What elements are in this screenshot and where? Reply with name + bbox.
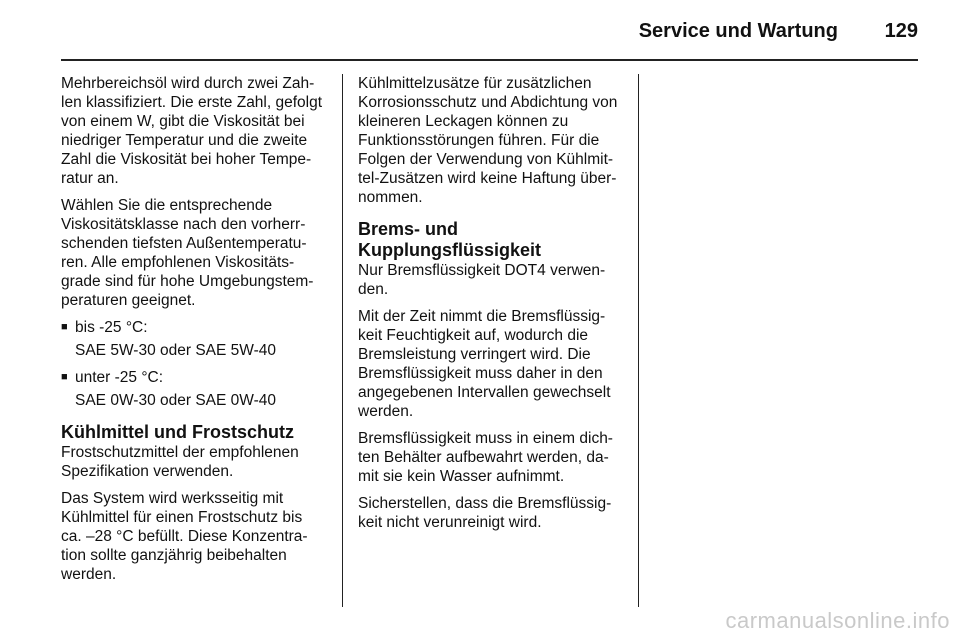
column-divider	[342, 74, 343, 607]
paragraph-antifreeze: Frostschutzmittel der empfohlenen Spezifikation verwenden.	[61, 444, 299, 480]
bullet-label: bis -25 °C:	[75, 319, 148, 336]
paragraph-factory-fill: Das System wird werksseitig mit Kühlmittel für einen Frostschutz bis ca. –28 °C befüllt. Diese Konzentra-tion sollte ganzjährig beibehalten werden.	[61, 490, 308, 583]
header-rule	[61, 59, 918, 61]
bullet-detail: SAE 0W-30 oder SAE 0W-40	[75, 392, 277, 409]
middle-column	[358, 74, 623, 540]
bullet-square-icon: ■	[61, 321, 68, 333]
page-header	[61, 18, 918, 48]
list-item	[61, 368, 326, 387]
heading-coolant: Kühlmittel und Frostschutz	[61, 422, 294, 442]
list-item	[61, 318, 326, 337]
bullet-detail: SAE 5W-30 oder SAE 5W-40	[75, 342, 277, 359]
paragraph-contamination: Sicherstellen, dass die Bremsflüssig-keit nicht verunreinigt wird.	[358, 495, 612, 531]
page-number: 129	[884, 20, 918, 42]
section-title: Service und Wartung	[638, 20, 838, 42]
bullet-label: unter -25 °C:	[75, 369, 164, 386]
paragraph-viscosity-class: Wählen Sie die entsprechende Viskositätsklasse nach den vorherr-schenden tiefsten Außentemperatu-ren. Alle empfohlenen Viskositäts-grade sind für hohe Umgebungstem-peraturen geeignet.	[61, 197, 314, 309]
paragraph-dot4: Nur Bremsflüssigkeit DOT4 verwen-den.	[358, 262, 606, 298]
column-divider	[638, 74, 639, 607]
paragraph-coolant-additives: Kühlmittelzusätze für zusätzlichen Korrosionsschutz und Abdichtung von kleineren Leckagen können zu Funktionsstörungen führen. Für die Folgen der Verwendung von Kühlmit-tel-Zusätzen wird keine Haftung über-nommen.	[358, 75, 618, 206]
left-column	[61, 74, 326, 592]
paragraph-multigrade-oil: Mehrbereichsöl wird durch zwei Zah-len klassifiziert. Die erste Zahl, gefolgt von einem W, gibt die Viskosität bei niedriger Temperatur und die zweite Zahl die Viskosität bei hoher Tempe-ratur an.	[61, 75, 323, 187]
paragraph-storage: Bremsflüssigkeit muss in einem dich-ten Behälter aufbewahrt werden, da-mit sie kein Wasser aufnimmt.	[358, 430, 613, 485]
heading-brake-fluid: Brems- und Kupplungsflüssigkeit	[358, 219, 542, 260]
watermark: carmanualsonline.info	[725, 608, 950, 633]
bullet-square-icon: ■	[61, 371, 68, 383]
paragraph-moisture: Mit der Zeit nimmt die Bremsflüssig-keit Feuchtigkeit auf, wodurch die Bremsleistung verringert wird. Die Bremsflüssigkeit muss daher in den angegebenen Intervallen gewechselt werden.	[358, 308, 611, 420]
